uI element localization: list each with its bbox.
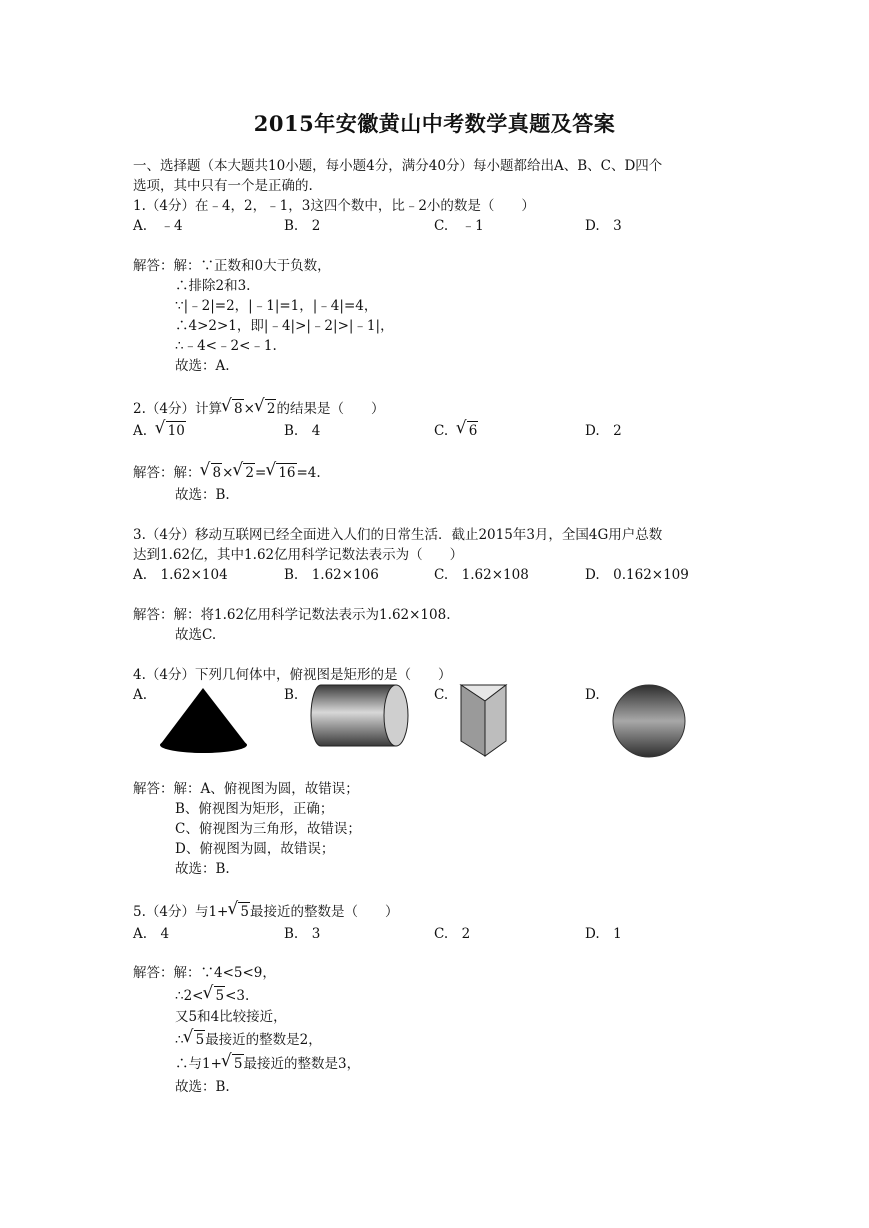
sqrt-expression: √ 5: [204, 987, 225, 1005]
q3-option-c: C. 1.62×108: [434, 567, 529, 583]
q1-option-b: B. 2: [284, 218, 321, 234]
q3-option-b: B. 1.62×106: [284, 567, 379, 583]
q1-solution-line: ∴排除2和3.: [175, 278, 251, 294]
q5-solution-line: [175, 1055, 360, 1073]
q4-option-c-label: C.: [434, 687, 449, 703]
sqrt-expression: √ 5: [228, 903, 249, 921]
sqrt-expression: √ 2: [255, 400, 276, 418]
sqrt-expression: √ 5: [222, 1055, 243, 1073]
q5-solution-line: 故选：B.: [175, 1079, 230, 1095]
solution-suffix: <3.: [225, 988, 250, 1004]
q2-option-c: [434, 422, 478, 440]
triangular-prism-figure: [459, 683, 509, 759]
q4-option-a-label: A.: [133, 687, 148, 703]
solution-prefix: 解答：解：: [133, 465, 201, 481]
equals-sign: =: [255, 465, 267, 481]
section-intro-line1: 一、选择题（本大题共10小题，每小题4分，满分40分）每小题都给出A、B、C、D四个: [133, 158, 663, 174]
solution-suffix: 最接近的整数是2，: [205, 1032, 322, 1048]
q2-stem-suffix: 的结果是（ ）: [276, 401, 385, 417]
q5-option-a: A. 4: [133, 926, 170, 942]
q3-stem-line2: 达到1.62亿，其中1.62亿用科学记数法表示为（ ）: [133, 547, 464, 563]
section-intro-line2: 选项，其中只有一个是正确的.: [133, 178, 313, 194]
q2-stem: [133, 400, 384, 418]
q3-solution-line: 故选C.: [175, 627, 217, 643]
q2-solution-line: [133, 464, 321, 482]
solution-suffix: =4.: [296, 465, 321, 481]
q1-solution-line: ∵|﹣2|=2，|﹣1|=1，|﹣4|=4，: [175, 298, 378, 314]
q2-solution-line: 故选：B.: [175, 487, 230, 503]
q2-option-b: B. 4: [284, 423, 321, 439]
solution-suffix: 最接近的整数是3，: [243, 1056, 361, 1072]
q5-solution-line: 解答：解：∵4<5<9，: [133, 965, 276, 981]
sqrt-expression: √ 2: [233, 464, 254, 482]
q4-solution-line: B、俯视图为矩形，正确；: [175, 801, 334, 817]
option-label: A.: [133, 423, 148, 439]
q5-stem-suffix: 最接近的整数是（ ）: [249, 904, 399, 920]
q2-stem-prefix: 2.（4分）计算: [133, 401, 222, 417]
q1-solution-line: 故选：A.: [175, 358, 230, 374]
q3-option-d: D. 0.162×109: [585, 567, 689, 583]
q1-solution-line: ∴﹣4<﹣2<﹣1.: [175, 338, 277, 354]
q3-solution-line: 解答：解：将1.62亿用科学记数法表示为1.62×108.: [133, 607, 451, 623]
times-sign: ×: [243, 401, 255, 417]
q4-stem: 4.（4分）下列几何体中，俯视图是矩形的是（ ）: [133, 667, 452, 683]
sqrt-expression: √ 16: [266, 464, 295, 482]
sqrt-expression: √ 5: [184, 1031, 205, 1049]
sqrt-expression: √ 8: [201, 464, 222, 482]
q4-solution-line: 故选：B.: [175, 861, 230, 877]
sqrt-expression: √ 6: [457, 422, 478, 440]
q5-solution-line: [175, 987, 249, 1005]
q5-option-d: D. 1: [585, 926, 622, 942]
cylinder-figure: [309, 683, 413, 749]
q1-option-d: D. 3: [585, 218, 622, 234]
document-title: 2015年安徽黄山中考数学真题及答案: [253, 111, 616, 136]
q1-solution-line: 解答：解：∵正数和0大于负数，: [133, 258, 331, 274]
sphere-figure: [611, 683, 687, 759]
q4-solution-line: D、俯视图为圆，故错误；: [175, 841, 335, 857]
q1-option-a: A. ﹣4: [133, 218, 183, 234]
q3-option-a: A. 1.62×104: [133, 567, 228, 583]
q2-option-a: [133, 422, 186, 440]
sqrt-expression: √ 10: [156, 422, 185, 440]
q4-option-d-label: D.: [585, 687, 600, 703]
q4-option-b-label: B.: [284, 687, 299, 703]
option-label: C.: [434, 423, 449, 439]
q4-solution-line: C、俯视图为三角形，故错误；: [175, 821, 361, 837]
sqrt-expression: √ 8: [222, 400, 243, 418]
times-sign: ×: [222, 465, 234, 481]
q4-solution-line: 解答：解：A、俯视图为圆，故错误；: [133, 781, 359, 797]
q5-option-c: C. 2: [434, 926, 471, 942]
q5-solution-line: [175, 1031, 322, 1049]
solution-prefix: ∴与1+: [175, 1056, 222, 1072]
q5-solution-line: 又5和4比较接近，: [175, 1009, 287, 1025]
q1-stem: 1.（4分）在﹣4，2，﹣1，3这四个数中，比﹣2小的数是（ ）: [133, 198, 535, 214]
q5-option-b: B. 3: [284, 926, 321, 942]
q2-option-d: D. 2: [585, 423, 622, 439]
q1-option-c: C. ﹣1: [434, 218, 484, 234]
solution-prefix: ∴: [175, 1032, 184, 1048]
q1-solution-line: ∴4>2>1，即|﹣4|>|﹣2|>|﹣1|，: [175, 318, 394, 334]
cone-figure: [156, 685, 252, 755]
q3-stem-line1: 3.（4分）移动互联网已经全面进入人们的日常生活．截止2015年3月，全国4G用户总数: [133, 527, 663, 543]
q5-stem: [133, 903, 398, 921]
solution-prefix: ∴2<: [175, 988, 204, 1004]
q5-stem-prefix: 5.（4分）与1+: [133, 904, 229, 920]
